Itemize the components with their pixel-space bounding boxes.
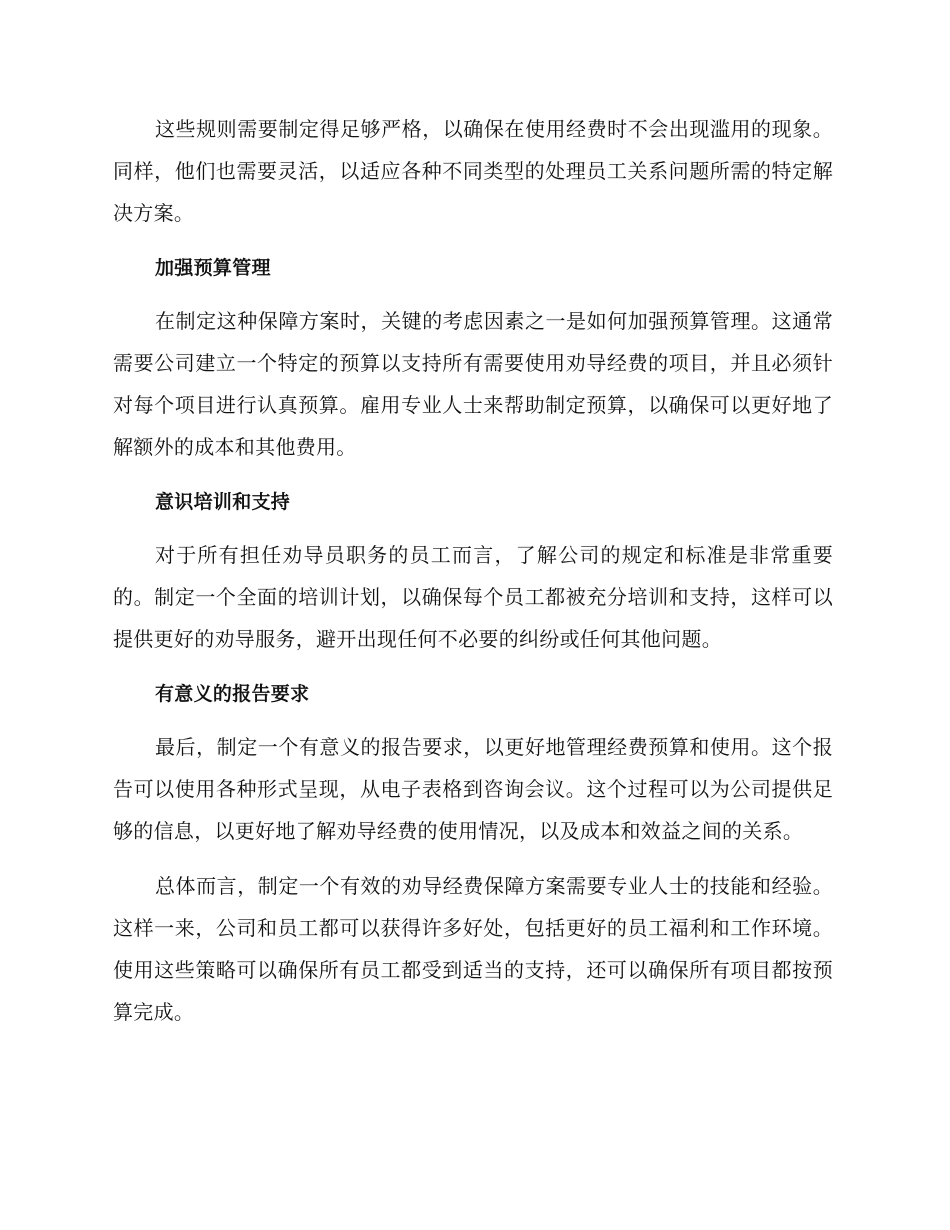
document-page [113,108,833,1046]
heading-training-support: 意识培训和支持 [155,491,291,513]
heading-reporting-requirements: 有意义的报告要求 [155,683,310,705]
paragraph-training-support: 对于所有担任劝导员职务的员工而言，了解公司的规定和标准是非常重要的。制定一个全面的培训计划，以确保每个员工都被充分培训和支持，这样可以提供更好的劝导服务，避开出现任何不必要的纠纷或任何其他问题。 [113,543,833,651]
paragraph-reporting-requirements: 最后，制定一个有意义的报告要求，以更好地管理经费预算和使用。这个报告可以使用各种形式呈现，从电子表格到咨询会议。这个过程可以为公司提供足够的信息，以更好地了解劝导经费的使用情况，以及成本和效益之间的关系。 [113,735,833,843]
paragraph-conclusion: 总体而言，制定一个有效的劝导经费保障方案需要专业人士的技能和经验。这样一来，公司和员工都可以获得许多好处，包括更好的员工福利和工作环境。使用这些策略可以确保所有员工都受到适当的支持，还可以确保所有项目都按预算完成。 [113,874,833,1024]
paragraph-intro: 这些规则需要制定得足够严格，以确保在使用经费时不会出现滥用的现象。同样，他们也需要灵活，以适应各种不同类型的处理员工关系问题所需的特定解决方案。 [113,117,833,225]
heading-budget-management: 加强预算管理 [155,257,271,279]
paragraph-budget-management: 在制定这种保障方案时，关键的考虑因素之一是如何加强预算管理。这通常需要公司建立一个特定的预算以支持所有需要使用劝导经费的项目，并且必须针对每个项目进行认真预算。雇用专业人士来帮助制定预算，以确保可以更好地了解额外的成本和其他费用。 [113,309,833,459]
